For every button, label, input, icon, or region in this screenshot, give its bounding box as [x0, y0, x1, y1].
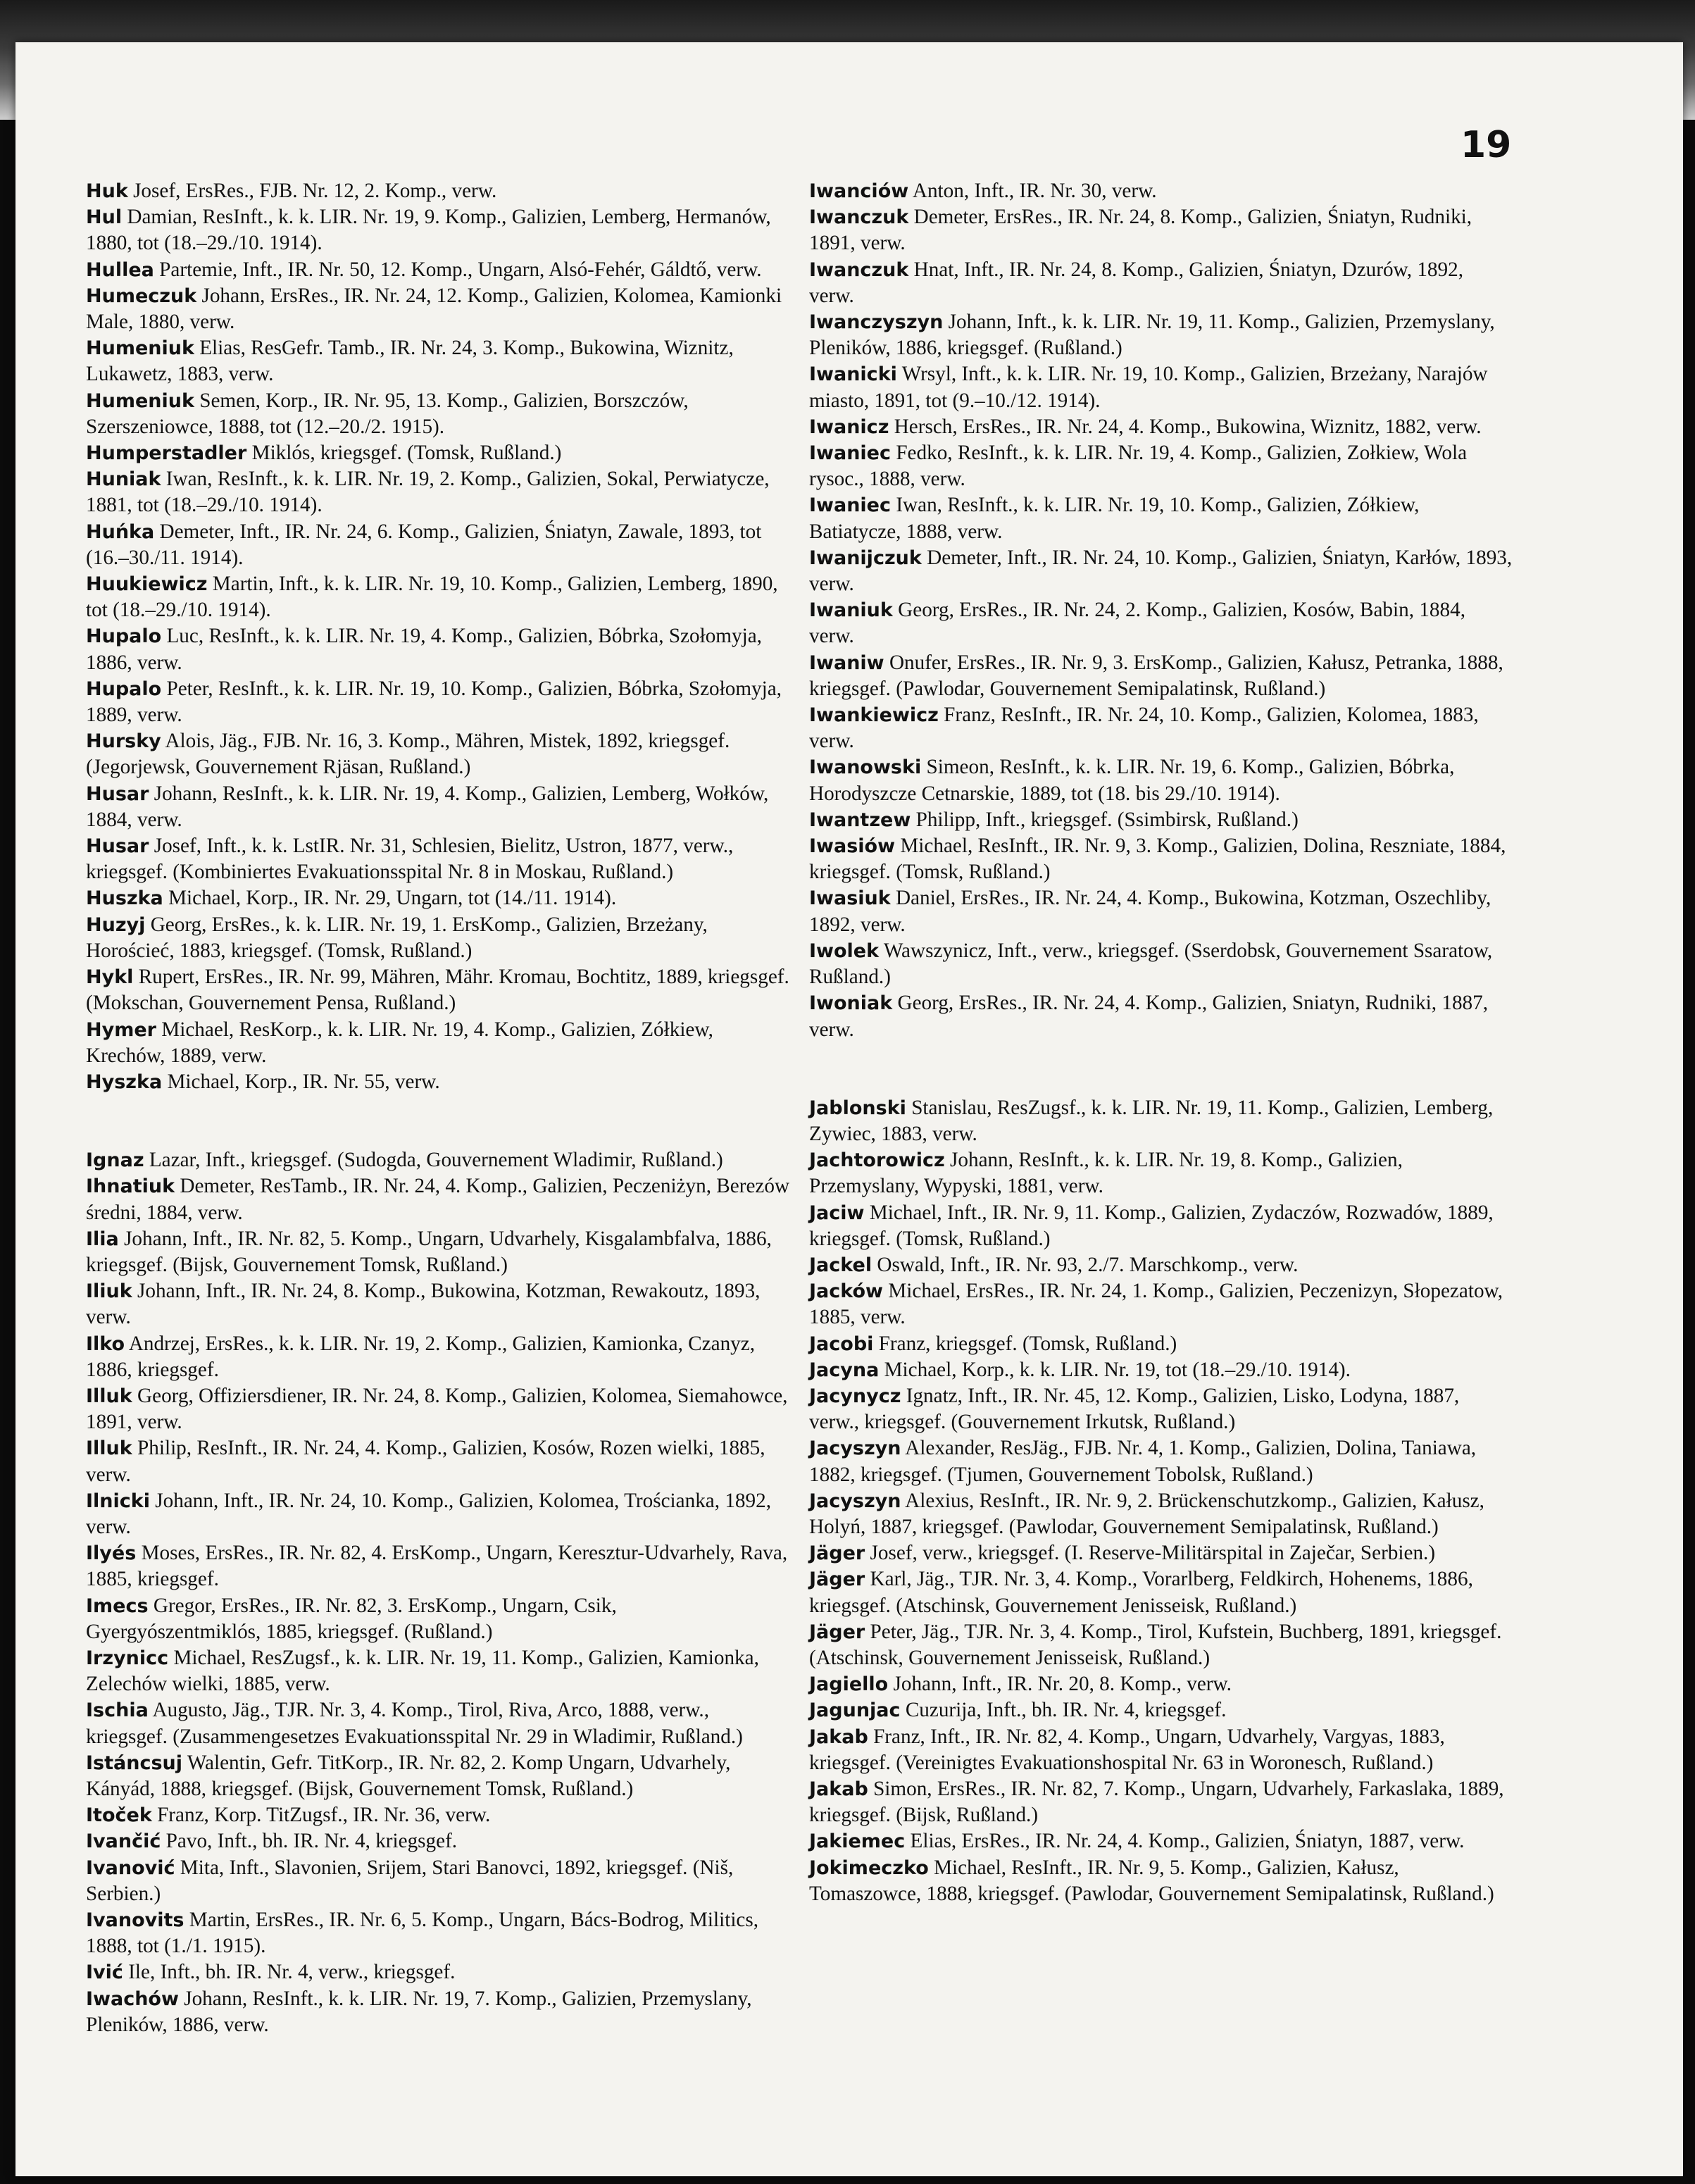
entry-details: Georg, ErsRes., k. k. LIR. Nr. 19, 1. ErsKomp., Galizien, Brzeżany, Horościeć, 1883, kriegsgef. (Tomsk, Rußland.): [86, 913, 708, 962]
entry-details: Georg, ErsRes., IR. Nr. 24, 2. Komp., Galizien, Kosów, Babin, 1884, verw.: [809, 599, 1465, 648]
register-entry: [809, 1200, 1513, 1252]
register-entry: [86, 388, 790, 440]
entry-surname: Ilnicki: [86, 1490, 150, 1512]
entry-surname: Humeczuk: [86, 285, 197, 307]
entry-details: Simeon, ResInft., k. k. LIR. Nr. 19, 6. Komp., Galizien, Bóbrka, Horodyszcze Cetnarskie, 1889, tot (18. bis 29./10. 1914).: [809, 756, 1455, 805]
entry-details: Wrsyl, Inft., k. k. LIR. Nr. 19, 10. Komp., Galizien, Brzeżany, Narajów miasto, 1891, tot (9.–10./12. 1914).: [809, 363, 1488, 412]
entry-details: Martin, ErsRes., IR. Nr. 6, 5. Komp., Ungarn, Bács-Bodrog, Militics, 1888, tot (1./1. 1915).: [86, 1909, 759, 1958]
entry-details: Cuzurija, Inft., bh. IR. Nr. 4, kriegsgef.: [905, 1699, 1227, 1722]
entry-details: Johann, ResInft., k. k. LIR. Nr. 19, 8. Komp., Galizien, Przemyslany, Wypyski, 1881, verw.: [809, 1149, 1403, 1198]
entry-surname: Iwanczuk: [809, 258, 909, 281]
register-entry: [86, 833, 790, 885]
entry-surname: Ilko: [86, 1333, 125, 1355]
entry-surname: Iwanciów: [809, 180, 909, 202]
entry-details: Philip, ResInft., IR. Nr. 24, 4. Komp., Galizien, Kosów, Rozen wielki, 1885, verw.: [86, 1437, 765, 1486]
entry-details: Alexius, ResInft., IR. Nr. 9, 2. Brückenschutzkomp., Galizien, Kałusz, Holyń, 1887, kriegsgef. (Pawlodar, Gouvernement Semipalatinsk, Rußland.): [809, 1489, 1484, 1538]
entry-details: Walentin, Gefr. TitKorp., IR. Nr. 82, 2. Komp Ungarn, Udvarhely, Kányád, 1888, kriegsgef. (Bijsk, Gouvernement Tomsk, Rußland.): [86, 1751, 731, 1800]
register-entry: [809, 1776, 1513, 1828]
entry-surname: Hullea: [86, 258, 154, 281]
register-entry: [86, 1986, 790, 2038]
register-entry: [86, 1017, 790, 1069]
entry-details: Pavo, Inft., bh. IR. Nr. 4, kriegsgef.: [165, 1830, 458, 1853]
entry-surname: Hyszka: [86, 1071, 163, 1093]
entry-details: Michael, Korp., IR. Nr. 55, verw.: [167, 1070, 440, 1093]
entry-details: Michael, ErsRes., IR. Nr. 24, 1. Komp., Galizien, Peczenizyn, Słopezatow, 1885, verw.: [809, 1280, 1503, 1329]
entry-details: Johann, Inft., k. k. LIR. Nr. 19, 11. Komp., Galizien, Przemyslany, Pleników, 1886, kriegsgef. (Rußland.): [809, 311, 1495, 360]
entry-details: Franz, kriegsgef. (Tomsk, Rußland.): [878, 1332, 1177, 1355]
entry-details: Andrzej, ErsRes., k. k. LIR. Nr. 19, 2. Komp., Galizien, Kamionka, Czanyz, 1886, kriegsgef.: [86, 1332, 756, 1381]
entry-details: Gregor, ErsRes., IR. Nr. 82, 3. ErsKomp., Ungarn, Csik, Gyergyószentmiklós, 1885, kriegsgef. (Rußland.): [86, 1594, 617, 1643]
register-entry: [86, 1593, 790, 1645]
entry-details: Demeter, ResTamb., IR. Nr. 24, 4. Komp., Galizien, Peczeniżyn, Berezów średni, 1884, verw.: [86, 1175, 790, 1224]
register-entry: [809, 545, 1513, 597]
entry-details: Alexander, ResJäg., FJB. Nr. 4, 1. Komp., Galizien, Dolina, Taniawa, 1882, kriegsgef. (Tjumen, Gouvernement Tobolsk, Rußland.): [809, 1437, 1477, 1486]
entry-details: Johann, ErsRes., IR. Nr. 24, 12. Komp., Galizien, Kolomea, Kamionki Male, 1880, verw.: [86, 284, 782, 334]
register-entry: [809, 1855, 1513, 1907]
entry-details: Iwan, ResInft., k. k. LIR. Nr. 19, 2. Komp., Galizien, Sokal, Perwiatycze, 1881, tot (18.–29./10. 1914).: [86, 468, 770, 517]
document-page: [15, 42, 1683, 2176]
entry-surname: Iwaniuk: [809, 599, 893, 622]
register-entry: [86, 1959, 790, 1985]
register-entry: [809, 1095, 1513, 1147]
register-entry: [86, 1645, 790, 1697]
register-entry: [809, 597, 1513, 649]
register-entry: [86, 1697, 790, 1749]
entry-details: Stanislau, ResZugsf., k. k. LIR. Nr. 19, 11. Komp., Galizien, Lemberg, Zywiec, 1883, verw.: [809, 1096, 1494, 1145]
register-entry: [86, 283, 790, 335]
entry-surname: Illuk: [86, 1437, 132, 1460]
entry-surname: Iwachów: [86, 1988, 179, 2010]
register-entry: [86, 571, 790, 623]
register-entry: [809, 754, 1513, 806]
register-entry: [809, 885, 1513, 937]
entry-details: Johann, Inft., IR. Nr. 82, 5. Komp., Ungarn, Udvarhely, Kisgalambfalva, 1886, kriegsgef. (Bijsk, Gouvernement Tomsk, Rußland.): [86, 1227, 772, 1276]
entry-details: Demeter, ErsRes., IR. Nr. 24, 8. Komp., Galizien, Śniatyn, Rudniki, 1891, verw.: [809, 206, 1472, 255]
entry-surname: Husar: [86, 835, 149, 858]
entry-details: Daniel, ErsRes., IR. Nr. 24, 4. Komp., Bukowina, Kotzman, Oszechliby, 1892, verw.: [809, 887, 1491, 936]
entry-details: Elias, ErsRes., IR. Nr. 24, 4. Komp., Galizien, Śniatyn, 1887, verw.: [910, 1830, 1465, 1853]
entry-surname: Iwanczuk: [809, 206, 909, 229]
register-entry: [809, 1671, 1513, 1697]
entry-details: Fedko, ResInft., k. k. LIR. Nr. 19, 4. Komp., Galizien, Zołkiew, Wola rysoc., 1888, verw.: [809, 442, 1468, 491]
entries-i-continued: [809, 178, 1513, 1043]
entry-details: Partemie, Inft., IR. Nr. 50, 12. Komp., Ungarn, Alsó-Fehér, Gáldtő, verw.: [159, 258, 762, 281]
entry-surname: Ischia: [86, 1699, 149, 1722]
register-entry: [86, 623, 790, 675]
register-entry: [809, 807, 1513, 833]
entry-surname: Hursky: [86, 730, 161, 753]
register-entry: [809, 1252, 1513, 1278]
register-entry: [809, 440, 1513, 492]
entry-surname: Jakab: [809, 1778, 868, 1800]
page-number: 19: [1461, 124, 1512, 166]
entry-surname: Iwanicki: [809, 363, 897, 386]
entry-surname: Iwaniec: [809, 494, 892, 517]
entry-details: Martin, Inft., k. k. LIR. Nr. 19, 10. Komp., Galizien, Lemberg, 1890, tot (18.–29./10. 1914).: [86, 573, 778, 622]
entry-details: Georg, Offiziersdiener, IR. Nr. 24, 8. Komp., Galizien, Kolomea, Siemahowce, 1891, verw.: [86, 1384, 788, 1434]
register-entry: [86, 1750, 790, 1802]
entry-details: Wawszynicz, Inft., verw., kriegsgef. (Sserdobsk, Gouvernement Ssaratow, Rußland.): [809, 939, 1493, 989]
entry-details: Peter, Jäg., TJR. Nr. 3, 4. Komp., Tirol, Kufstein, Buchberg, 1891, kriegsgef. (Atschinsk, Gouvernement Jenisseisk, Rußland.): [809, 1620, 1502, 1669]
entry-surname: Hul: [86, 206, 123, 229]
register-entry: [86, 1147, 790, 1173]
entry-details: Michael, Korp., IR. Nr. 29, Ungarn, tot (14./11. 1914).: [168, 887, 617, 910]
register-entry: [86, 1802, 790, 1828]
entry-surname: Huńka: [86, 520, 155, 543]
entry-surname: Ivanovits: [86, 1909, 184, 1931]
entry-details: Luc, ResInft., k. k. LIR. Nr. 19, 4. Komp., Galizien, Bóbrka, Szołomyja, 1886, verw.: [86, 625, 762, 674]
register-entry: [86, 178, 790, 204]
entry-details: Franz, ResInft., IR. Nr. 24, 10. Komp., Galizien, Kolomea, 1883, verw.: [809, 704, 1479, 753]
entry-surname: Iwoniak: [809, 992, 893, 1015]
entry-surname: Iwaniw: [809, 651, 884, 674]
register-entry: [86, 1907, 790, 1959]
entry-details: Semen, Korp., IR. Nr. 95, 13. Komp., Galizien, Borszczów, Szerszeniowce, 1888, tot (12.–20./2. 1915).: [86, 389, 689, 438]
entry-details: Hnat, Inft., IR. Nr. 24, 8. Komp., Galizien, Śniatyn, Dzurów, 1892, verw.: [809, 258, 1464, 307]
section-gap: [86, 1095, 790, 1147]
entry-details: Rupert, ErsRes., IR. Nr. 99, Mähren, Mähr. Kromau, Bochtitz, 1889, kriegsgef. (Mokschan, Gouvernement Pensa, Rußland.): [86, 966, 789, 1015]
register-entry: [86, 335, 790, 387]
register-entry: [809, 1697, 1513, 1723]
entry-surname: Iwanicz: [809, 416, 889, 438]
entry-details: Johann, Inft., IR. Nr. 24, 10. Komp., Galizien, Kolomea, Trościanka, 1892, verw.: [86, 1489, 772, 1538]
entry-details: Augusto, Jäg., TJR. Nr. 3, 4. Komp., Tirol, Riva, Arco, 1888, verw., kriegsgef. (Zusammengesetzes Evakuationsspital Nr. 29 in Wladimir, Rußland.): [86, 1699, 743, 1748]
entry-details: Elias, ResGefr. Tamb., IR. Nr. 24, 3. Komp., Bukowina, Wiznitz, Lukawetz, 1883, verw.: [86, 337, 734, 386]
entries-i: [86, 1147, 790, 2038]
entry-details: Johann, ResInft., k. k. LIR. Nr. 19, 4. Komp., Galizien, Lemberg, Wołków, 1884, verw.: [86, 782, 769, 831]
entry-details: Mita, Inft., Slavonien, Srijem, Stari Banovci, 1892, kriegsgef. (Niš, Serbien.): [86, 1856, 734, 1905]
section-gap: [809, 1043, 1513, 1095]
entry-surname: Ignaz: [86, 1149, 144, 1172]
entry-surname: Jäger: [809, 1621, 865, 1643]
register-entry: [809, 1357, 1513, 1383]
entry-surname: Jacyszyn: [809, 1437, 901, 1460]
entry-details: Josef, verw., kriegsgef. (I. Reserve-Militärspital in Zaječar, Serbien.): [870, 1542, 1436, 1565]
register-entry: [86, 1069, 790, 1095]
entry-details: Michael, ResInft., IR. Nr. 9, 5. Komp., Galizien, Kałusz, Tomaszowce, 1888, kriegsgef. (Pawlodar, Gouvernement Semipalatinsk, Rußland.): [809, 1856, 1494, 1905]
register-entry: [809, 1488, 1513, 1540]
entry-details: Franz, Inft., IR. Nr. 82, 4. Komp., Ungarn, Udvarhely, Vargyas, 1883, kriegsgef. (Vereinigtes Evakuationshospital Nr. 63 in Woronesch, Rußland.): [809, 1725, 1445, 1774]
entry-details: Hersch, ErsRes., IR. Nr. 24, 4. Komp., Bukowina, Wiznitz, 1882, verw.: [894, 415, 1482, 438]
entry-surname: Huzyj: [86, 913, 146, 936]
register-entry: [809, 414, 1513, 440]
entry-details: Josef, ErsRes., FJB. Nr. 12, 2. Komp., verw.: [133, 180, 497, 202]
entry-surname: Jacobi: [809, 1333, 874, 1355]
entry-details: Georg, ErsRes., IR. Nr. 24, 4. Komp., Galizien, Sniatyn, Rudniki, 1887, verw.: [809, 992, 1489, 1041]
entry-surname: Humeniuk: [86, 389, 194, 412]
entry-surname: Hupalo: [86, 625, 162, 648]
register-entry: [809, 938, 1513, 990]
entry-details: Philipp, Inft., kriegsgef. (Ssimbirsk, Rußland.): [915, 808, 1299, 831]
entry-surname: Ilyés: [86, 1542, 137, 1565]
entry-details: Peter, ResInft., k. k. LIR. Nr. 19, 10. Komp., Galizien, Bóbrka, Szołomyja, 1889, verw.: [86, 677, 782, 727]
register-entry: [86, 1331, 790, 1383]
entry-surname: Ivanović: [86, 1857, 175, 1879]
register-entry: [809, 1147, 1513, 1199]
entry-surname: Jagiello: [809, 1673, 889, 1696]
entry-surname: Huk: [86, 180, 128, 202]
register-entry: [809, 990, 1513, 1042]
entry-surname: Jäger: [809, 1542, 865, 1565]
register-entry: [86, 912, 790, 964]
entry-details: Karl, Jäg., TJR. Nr. 3, 4. Komp., Vorarlberg, Feldkirch, Hohenems, 1886, kriegsgef. (Atschinsk, Gouvernement Jenisseisk, Rußland.): [809, 1568, 1473, 1617]
entry-surname: Jachtorowicz: [809, 1149, 945, 1172]
entry-details: Michael, ResZugsf., k. k. LIR. Nr. 19, 11. Komp., Galizien, Kamionka, Zelechów wielki, 1885, verw.: [86, 1646, 759, 1696]
register-entry: [809, 492, 1513, 544]
register-entry: [809, 1383, 1513, 1435]
entry-surname: Iwasiów: [809, 835, 896, 858]
entry-surname: Illuk: [86, 1385, 132, 1407]
register-entry: [86, 519, 790, 571]
entry-surname: Iwanczyszyn: [809, 311, 944, 334]
entry-surname: Iwolek: [809, 940, 880, 962]
register-entry: [86, 781, 790, 833]
entry-details: Michael, Inft., IR. Nr. 9, 11. Komp., Galizien, Zydaczów, Rozwadów, 1889, kriegsgef. (Tomsk, Rußland.): [809, 1201, 1494, 1250]
register-entry: [809, 1724, 1513, 1776]
entry-surname: Humperstadler: [86, 442, 247, 465]
entry-surname: Ilia: [86, 1228, 119, 1250]
entries-h: [86, 178, 790, 1095]
entry-details: Franz, Korp. TitZugsf., IR. Nr. 36, verw.: [157, 1804, 491, 1827]
entry-surname: Itoček: [86, 1804, 152, 1827]
entry-details: Iwan, ResInft., k. k. LIR. Nr. 19, 10. Komp., Galizien, Zółkiew, Batiatycze, 1888, verw.: [809, 494, 1420, 543]
entry-surname: Jacyszyn: [809, 1490, 901, 1512]
entry-details: Onufer, ErsRes., IR. Nr. 9, 3. ErsKomp., Galizien, Kałusz, Petranka, 1888, kriegsgef. (Pawlodar, Gouvernement Semipalatinsk, Rußland.): [809, 651, 1503, 700]
entry-surname: Jacków: [809, 1280, 883, 1303]
entry-surname: Irzynicc: [86, 1647, 169, 1669]
register-entry: [809, 257, 1513, 309]
register-entry: [86, 1488, 790, 1540]
right-column: [809, 178, 1513, 1907]
entry-surname: Iwankiewicz: [809, 704, 939, 727]
entry-details: Alois, Jäg., FJB. Nr. 16, 3. Komp., Mähren, Mistek, 1892, kriegsgef. (Jegorjewsk, Gouvernement Rjäsan, Rußland.): [86, 730, 730, 779]
entry-details: Lazar, Inft., kriegsgef. (Sudogda, Gouvernement Wladimir, Rußland.): [149, 1149, 723, 1172]
entry-details: Michael, ResInft., IR. Nr. 9, 3. Komp., Galizien, Dolina, Reszniate, 1884, kriegsgef. (Tomsk, Rußland.): [809, 835, 1506, 884]
entry-surname: Jakiemec: [809, 1830, 906, 1853]
entry-details: Michael, Korp., k. k. LIR. Nr. 19, tot (18.–29./10. 1914).: [884, 1358, 1351, 1381]
register-entry: [809, 1619, 1513, 1671]
register-entry: [86, 257, 790, 283]
entry-surname: Hupalo: [86, 678, 162, 700]
entry-surname: Jagunjac: [809, 1699, 901, 1722]
entry-surname: Imecs: [86, 1595, 149, 1617]
entry-details: Oswald, Inft., IR. Nr. 93, 2./7. Marschkomp., verw.: [877, 1253, 1299, 1276]
register-entry: [86, 1226, 790, 1278]
register-entry: [86, 1383, 790, 1435]
entry-surname: Iliuk: [86, 1280, 132, 1303]
register-entry: [809, 1828, 1513, 1854]
entry-surname: Ivić: [86, 1961, 123, 1984]
entry-surname: Jablonski: [809, 1097, 906, 1119]
register-entry: [86, 440, 790, 466]
entry-surname: Iwanowski: [809, 756, 922, 779]
entry-surname: Iwantzew: [809, 809, 911, 831]
entry-details: Johann, Inft., IR. Nr. 24, 8. Komp., Bukowina, Kotzman, Rewakoutz, 1893, verw.: [86, 1280, 761, 1329]
register-entry: [86, 204, 790, 256]
register-entry: [809, 1331, 1513, 1357]
entry-details: Moses, ErsRes., IR. Nr. 82, 4. ErsKomp., Ungarn, Keresztur-Udvarhely, Rava, 1885, kriegsgef.: [86, 1542, 788, 1591]
register-entry: [809, 1278, 1513, 1330]
register-entry: [809, 1435, 1513, 1487]
register-entry: [809, 309, 1513, 361]
register-entry: [86, 1278, 790, 1330]
entry-surname: Ivančić: [86, 1830, 161, 1853]
register-entry: [86, 1828, 790, 1854]
entry-surname: Jacynycz: [809, 1385, 901, 1407]
entry-surname: Hymer: [86, 1018, 156, 1041]
entry-details: Josef, Inft., k. k. LstIR. Nr. 31, Schlesien, Bielitz, Ustron, 1877, verw., kriegsgef. (Kombiniertes Evakuationsspital Nr. 8 in Moskau, Rußland.): [86, 835, 734, 884]
entry-details: Ile, Inft., bh. IR. Nr. 4, verw., kriegsgef.: [128, 1961, 456, 1984]
register-entry: [86, 1435, 790, 1487]
register-entry: [86, 728, 790, 780]
register-entry: [809, 702, 1513, 754]
entry-details: Simon, ErsRes., IR. Nr. 82, 7. Komp., Ungarn, Udvarhely, Farkaslaka, 1889, kriegsgef. (Bijsk, Rußland.): [809, 1777, 1504, 1827]
entry-surname: Jäger: [809, 1568, 865, 1591]
entry-surname: Jackel: [809, 1254, 872, 1276]
entry-details: Michael, ResKorp., k. k. LIR. Nr. 19, 4. Komp., Galizien, Zółkiew, Krechów, 1889, verw.: [86, 1018, 713, 1067]
entry-surname: Iwasiuk: [809, 887, 891, 910]
entry-details: Demeter, Inft., IR. Nr. 24, 6. Komp., Galizien, Śniatyn, Zawale, 1893, tot (16.–30./11. 1914).: [86, 520, 762, 569]
entry-surname: Huszka: [86, 887, 163, 910]
register-entry: [86, 1540, 790, 1592]
entry-details: Damian, ResInft., k. k. LIR. Nr. 19, 9. Komp., Galizien, Lemberg, Hermanów, 1880, tot (18.–29./10. 1914).: [86, 206, 771, 255]
entry-details: Demeter, Inft., IR. Nr. 24, 10. Komp., Galizien, Śniatyn, Karłów, 1893, verw.: [809, 546, 1513, 596]
entry-surname: Istáncsuj: [86, 1752, 183, 1774]
register-entry: [809, 650, 1513, 702]
entry-surname: Hykl: [86, 966, 134, 989]
entry-surname: Huniak: [86, 468, 161, 491]
entries-j: [809, 1095, 1513, 1907]
register-entry: [809, 1540, 1513, 1566]
register-entry: [809, 204, 1513, 256]
left-column: [86, 178, 790, 2038]
entry-details: Johann, Inft., IR. Nr. 20, 8. Komp., verw.: [893, 1673, 1232, 1696]
register-entry: [86, 1173, 790, 1225]
entry-surname: Iwaniec: [809, 442, 892, 465]
entry-details: Anton, Inft., IR. Nr. 30, verw.: [912, 180, 1157, 202]
entry-details: Ignatz, Inft., IR. Nr. 45, 12. Komp., Galizien, Lisko, Lodyna, 1887, verw., kriegsgef. (Gouvernement Irkutsk, Rußland.): [809, 1384, 1460, 1434]
entry-details: Johann, ResInft., k. k. LIR. Nr. 19, 7. Komp., Galizien, Przemyslany, Pleników, 1886, verw.: [86, 1987, 752, 2036]
register-entry: [86, 885, 790, 911]
entry-surname: Humeniuk: [86, 337, 194, 360]
register-entry: [809, 833, 1513, 885]
register-entry: [86, 466, 790, 518]
entry-surname: Jaciw: [809, 1202, 865, 1224]
entry-surname: Huukiewicz: [86, 573, 208, 596]
entry-surname: Jokimeczko: [809, 1857, 929, 1879]
register-entry: [86, 676, 790, 728]
register-entry: [809, 1566, 1513, 1618]
entry-surname: Ihnatiuk: [86, 1175, 175, 1198]
entry-surname: Jakab: [809, 1726, 868, 1748]
register-entry: [809, 361, 1513, 413]
entry-details: Miklós, kriegsgef. (Tomsk, Rußland.): [251, 442, 562, 465]
entry-surname: Iwanijczuk: [809, 547, 922, 569]
register-entry: [86, 964, 790, 1016]
entry-surname: Jacyna: [809, 1359, 880, 1381]
register-entry: [86, 1855, 790, 1907]
register-entry: [809, 178, 1513, 204]
entry-surname: Husar: [86, 782, 149, 805]
